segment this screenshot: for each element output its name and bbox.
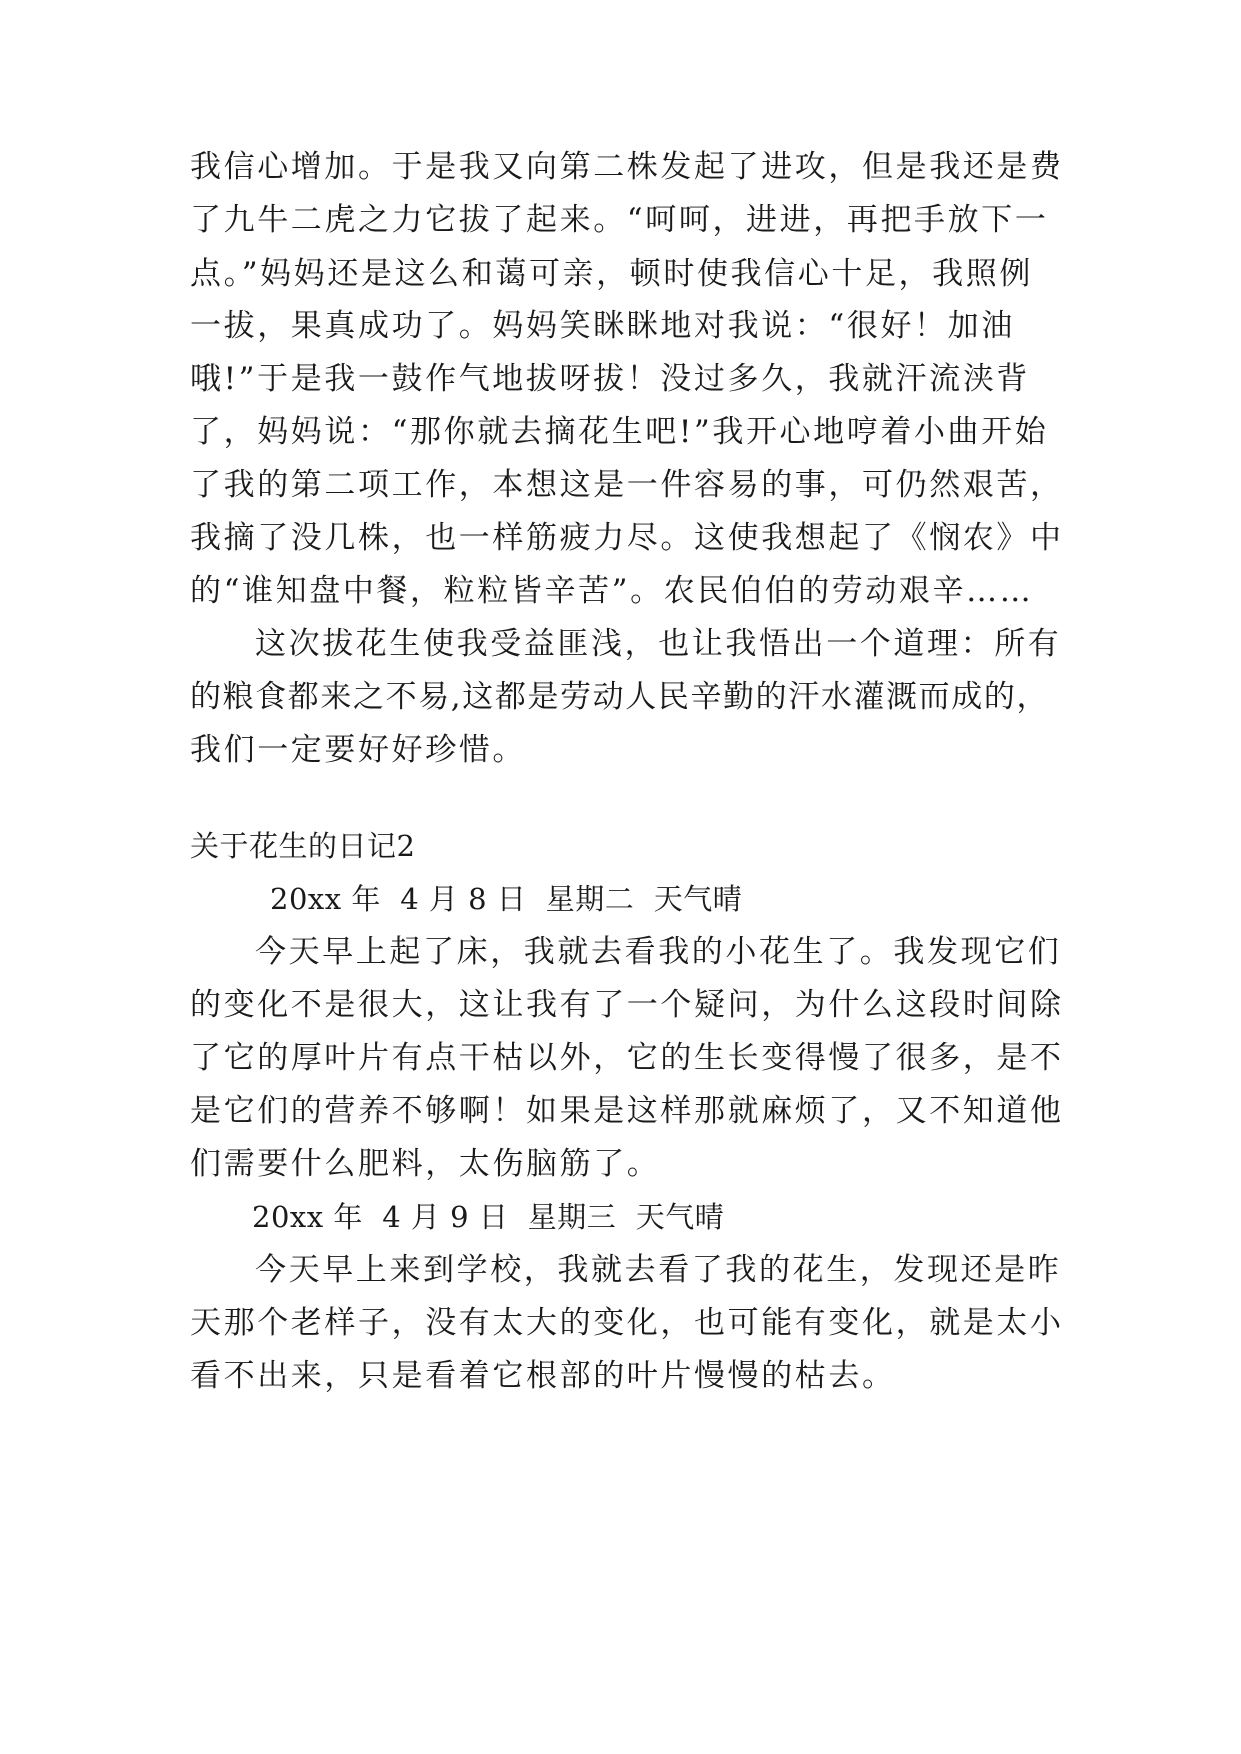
text-line: 今天早上来到学校，我就去看了我的花生，发现还是昨 — [255, 1252, 1062, 1288]
text-line: 点。”妈妈还是这么和蔼可亲，顿时使我信心十足，我照例 — [190, 256, 1033, 292]
text-line: 是它们的营养不够啊！如果是这样那就麻烦了，又不知道他 — [190, 1093, 1064, 1129]
text-line: 我信心增加。于是我又向第二株发起了进攻，但是我还是费 — [190, 149, 1064, 185]
text-line: 了我的第二项工作，本想这是一件容易的事，可仍然艰苦， — [190, 467, 1064, 503]
entry-date: 20xx 年 4 月 8 日 星期二 天气晴 — [270, 882, 743, 916]
text-line: 哦!”于是我一鼓作气地拔呀拔！没过多久，我就汗流浃背 — [190, 361, 1030, 397]
text-line: 天那个老样子，没有太大的变化，也可能有变化，就是太小 — [190, 1305, 1064, 1341]
text-line: 今天早上起了床，我就去看我的小花生了。我发现它们 — [255, 934, 1062, 970]
text-line: 的变化不是很大，这让我有了一个疑问，为什么这段时间除 — [190, 987, 1064, 1023]
section-title: 关于花生的日记2 — [190, 829, 416, 863]
text-line: 了九牛二虎之力它拔了起来。“呵呵，进进，再把手放下一 — [190, 202, 1049, 238]
text-line: 了它的厚叶片有点干枯以外，它的生长变得慢了很多，是不 — [190, 1040, 1064, 1076]
text-line: 我们一定要好好珍惜。 — [190, 732, 526, 768]
text-line: 一拔，果真成功了。妈妈笑眯眯地对我说：“很好！加油 — [190, 308, 1015, 344]
text-line: 看不出来，只是看着它根部的叶片慢慢的枯去。 — [190, 1358, 896, 1394]
text-line: 的“谁知盘中餐，粒粒皆辛苦”。农民伯伯的劳动艰辛…… — [190, 573, 1034, 609]
text-line: 了，妈妈说：“那你就去摘花生吧!”我开心地哼着小曲开始 — [190, 414, 1049, 450]
text-line: 们需要什么肥料，太伤脑筋了。 — [190, 1146, 661, 1182]
text-line: 我摘了没几株，也一样筋疲力尽。这使我想起了《悯农》中 — [190, 520, 1064, 556]
text-line: 的粮食都来之不易,这都是劳动人民辛勤的汗水灌溉而成的， — [190, 679, 1050, 715]
text-line: 这次拔花生使我受益匪浅，也让我悟出一个道理：所有 — [255, 626, 1062, 662]
entry-date: 20xx 年 4 月 9 日 星期三 天气晴 — [252, 1200, 725, 1234]
